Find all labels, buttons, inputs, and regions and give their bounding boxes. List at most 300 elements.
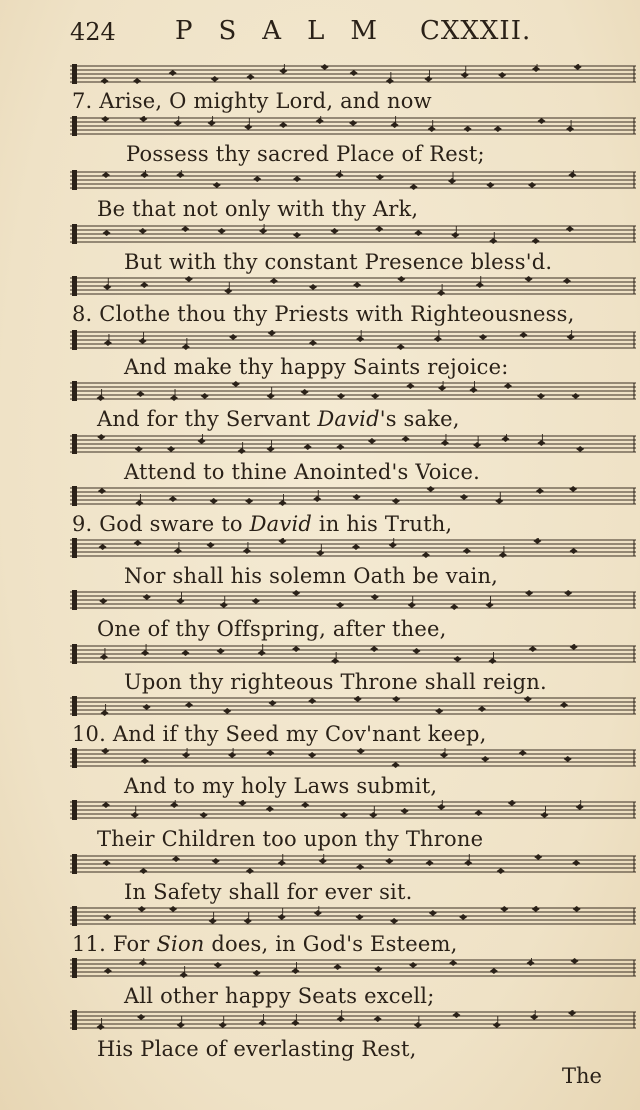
note-mark <box>99 598 107 604</box>
note-mark <box>370 646 378 652</box>
verse-line-start: 11. For <box>72 932 157 956</box>
note-mark <box>571 958 579 964</box>
note-mark <box>508 800 516 806</box>
note-mark <box>527 960 535 966</box>
note-mark <box>246 868 254 874</box>
verse-line: And make thy happy Saints rejoice: <box>124 355 509 379</box>
note-mark <box>413 648 421 654</box>
note-mark <box>409 962 417 968</box>
note-mark <box>210 498 218 504</box>
verse-line: One of thy Offspring, after thee, <box>97 617 447 641</box>
note-mark <box>534 854 542 860</box>
note-mark <box>207 542 215 548</box>
note-mark <box>429 910 437 916</box>
note-mark <box>301 802 309 808</box>
verse-line-end: does, in God's Esteem, <box>204 932 458 956</box>
note-mark <box>182 344 190 350</box>
note-mark <box>353 282 361 288</box>
music-staff <box>70 330 636 350</box>
music-staff <box>70 381 636 401</box>
note-mark <box>139 960 147 966</box>
clef-mark <box>72 748 77 768</box>
note-mark <box>525 590 533 596</box>
note-mark <box>564 590 572 596</box>
verse-line: 7. Arise, O mighty Lord, and now <box>72 89 432 113</box>
note-mark <box>538 118 546 124</box>
music-staff <box>70 276 636 296</box>
note-mark <box>291 968 299 974</box>
note-mark <box>131 812 139 818</box>
note-mark <box>525 276 533 282</box>
note-mark <box>533 538 541 544</box>
note-mark <box>214 962 222 968</box>
note-mark <box>134 540 142 546</box>
note-mark <box>174 548 182 554</box>
note-mark <box>335 172 343 178</box>
note-mark <box>334 964 342 970</box>
note-mark <box>140 172 148 178</box>
note-mark <box>279 500 287 506</box>
note-mark <box>200 812 208 818</box>
note-mark <box>440 752 448 758</box>
note-mark <box>278 914 286 920</box>
note-mark <box>266 750 274 756</box>
note-mark <box>504 383 512 389</box>
note-mark <box>572 393 580 399</box>
clef-mark <box>72 330 77 350</box>
staff-lines <box>70 170 636 190</box>
staff-lines <box>70 906 636 926</box>
verse-line: In Safety shall for ever sit. <box>124 880 413 904</box>
staff-lines <box>70 590 636 610</box>
note-mark <box>500 906 508 912</box>
verse-line <box>72 511 452 537</box>
note-mark <box>103 230 111 236</box>
note-mark <box>438 385 446 391</box>
music-staff <box>70 1010 636 1030</box>
note-mark <box>414 230 422 236</box>
note-mark <box>406 383 414 389</box>
verse-line: And to my holy Laws submit, <box>124 774 438 798</box>
note-mark <box>567 334 575 340</box>
music-staff <box>70 906 636 926</box>
note-mark <box>267 393 275 399</box>
note-mark <box>258 1020 266 1026</box>
staff-lines <box>70 486 636 506</box>
verse-line-end: 's sake, <box>379 407 460 431</box>
note-mark <box>141 650 149 656</box>
note-mark <box>141 758 149 764</box>
note-mark <box>569 486 577 492</box>
note-mark <box>212 858 220 864</box>
verse-line: Nor shall his solemn Oath be vain, <box>124 564 499 588</box>
note-mark <box>104 340 112 346</box>
note-mark <box>224 288 232 294</box>
note-mark <box>401 808 409 814</box>
running-title: PSALM <box>175 16 403 46</box>
note-mark <box>180 972 188 978</box>
note-mark <box>314 910 322 916</box>
note-mark <box>176 598 184 604</box>
note-mark <box>101 710 109 716</box>
music-staff <box>70 116 636 136</box>
note-mark <box>209 918 217 924</box>
note-mark <box>540 812 548 818</box>
note-mark <box>169 906 177 912</box>
clef-mark <box>72 590 77 610</box>
note-mark <box>450 604 458 610</box>
music-staff <box>70 800 636 820</box>
note-mark <box>495 498 503 504</box>
note-mark <box>103 914 111 920</box>
note-mark <box>266 806 274 812</box>
clef-mark <box>72 486 77 506</box>
note-mark <box>103 860 111 866</box>
note-mark <box>520 332 528 338</box>
note-mark <box>238 800 246 806</box>
catchword: The <box>562 1064 602 1088</box>
note-mark <box>428 126 436 132</box>
clef-mark <box>72 170 77 190</box>
note-mark <box>350 70 358 76</box>
note-mark <box>103 284 111 290</box>
note-mark <box>374 1016 382 1022</box>
note-mark <box>354 696 362 702</box>
clef-mark <box>72 276 77 296</box>
note-mark <box>449 960 457 966</box>
note-mark <box>198 438 206 444</box>
note-mark <box>100 654 108 660</box>
note-mark <box>223 708 231 714</box>
note-mark <box>475 810 483 816</box>
verse-line: All other happy Seats excell; <box>124 984 435 1008</box>
note-mark <box>167 446 175 452</box>
chapter-number: CXXXII. <box>420 16 532 46</box>
note-mark <box>136 391 144 397</box>
note-mark <box>566 126 574 132</box>
note-mark <box>101 116 109 122</box>
note-mark <box>258 650 266 656</box>
note-mark <box>356 914 364 920</box>
note-mark <box>169 496 177 502</box>
note-mark <box>349 120 357 126</box>
note-mark <box>576 446 584 452</box>
note-mark <box>437 804 445 810</box>
note-mark <box>309 284 317 290</box>
note-mark <box>182 650 190 656</box>
note-mark <box>331 228 339 234</box>
note-mark <box>408 602 416 608</box>
verse-line: But with thy constant Presence bless'd. <box>124 250 553 274</box>
note-mark <box>486 182 494 188</box>
note-mark <box>476 282 484 288</box>
note-mark <box>308 752 316 758</box>
note-mark <box>176 172 184 178</box>
note-mark <box>490 968 498 974</box>
note-mark <box>481 756 489 762</box>
note-mark <box>139 868 147 874</box>
note-mark <box>97 1024 105 1030</box>
note-mark <box>269 700 277 706</box>
note-mark <box>220 602 228 608</box>
note-mark <box>560 702 568 708</box>
note-mark <box>368 438 376 444</box>
note-mark <box>139 338 147 344</box>
note-mark <box>375 226 383 232</box>
staff-lines <box>70 381 636 401</box>
note-mark <box>564 756 572 762</box>
note-mark <box>99 544 107 550</box>
note-mark <box>101 78 109 84</box>
clef-mark <box>72 116 77 136</box>
note-mark <box>137 1014 145 1020</box>
note-mark <box>140 282 148 288</box>
note-mark <box>385 858 393 864</box>
note-mark <box>304 444 312 450</box>
clef-mark <box>72 434 77 454</box>
music-staff <box>70 170 636 190</box>
verse-line: Upon thy righteous Throne shall reign. <box>124 670 547 694</box>
note-mark <box>291 1020 299 1026</box>
note-mark <box>391 122 399 128</box>
note-mark <box>253 176 261 182</box>
verse-line: Attend to thine Anointed's Voice. <box>124 460 480 484</box>
note-mark <box>253 970 261 976</box>
note-mark <box>268 330 276 336</box>
note-mark <box>133 78 141 84</box>
note-mark <box>529 646 537 652</box>
note-mark <box>536 488 544 494</box>
note-mark <box>397 276 405 282</box>
note-mark <box>410 184 418 190</box>
note-mark <box>478 706 486 712</box>
note-mark <box>182 752 190 758</box>
note-mark <box>576 804 584 810</box>
note-mark <box>181 226 189 232</box>
note-mark <box>459 914 467 920</box>
note-mark <box>172 856 180 862</box>
music-staff <box>70 434 636 454</box>
note-mark <box>357 748 365 754</box>
proper-name: David <box>249 512 313 536</box>
staff-lines <box>70 854 636 874</box>
music-staff <box>70 644 636 664</box>
music-staff <box>70 748 636 768</box>
clef-mark <box>72 644 77 664</box>
note-mark <box>102 802 110 808</box>
note-mark <box>376 174 384 180</box>
note-mark <box>201 393 209 399</box>
clef-mark <box>72 800 77 820</box>
note-mark <box>169 70 177 76</box>
staff-lines <box>70 538 636 558</box>
note-mark <box>494 126 502 132</box>
clef-mark <box>72 854 77 874</box>
music-staff <box>70 854 636 874</box>
note-mark <box>424 76 432 82</box>
clef-mark <box>72 381 77 401</box>
note-mark <box>568 172 576 178</box>
note-mark <box>422 552 430 558</box>
note-mark <box>170 802 178 808</box>
note-mark <box>301 389 309 395</box>
note-mark <box>434 336 442 342</box>
verse-line-start: And for thy Servant <box>97 407 318 431</box>
note-mark <box>402 436 410 442</box>
note-mark <box>135 446 143 452</box>
music-staff <box>70 64 636 84</box>
note-mark <box>219 1022 227 1028</box>
note-mark <box>486 602 494 608</box>
note-mark <box>369 812 377 818</box>
note-mark <box>532 906 540 912</box>
note-mark <box>352 544 360 550</box>
note-mark <box>461 72 469 78</box>
note-mark <box>337 393 345 399</box>
note-mark <box>135 500 143 506</box>
proper-name: Sion <box>156 932 205 956</box>
note-mark <box>279 122 287 128</box>
verse-line-end: in his Truth, <box>312 512 453 536</box>
note-mark <box>309 340 317 346</box>
note-mark <box>336 602 344 608</box>
note-mark <box>97 434 105 440</box>
note-mark <box>371 594 379 600</box>
music-staff <box>70 224 636 244</box>
note-mark <box>374 966 382 972</box>
note-mark <box>340 812 348 818</box>
note-mark <box>337 1016 345 1022</box>
note-mark <box>293 176 301 182</box>
note-mark <box>292 646 300 652</box>
note-mark <box>469 387 477 393</box>
music-staff <box>70 538 636 558</box>
note-mark <box>238 448 246 454</box>
verse-line: 10. And if thy Seed my Cov'nant keep, <box>72 722 487 746</box>
music-staff <box>70 486 636 506</box>
note-mark <box>464 860 472 866</box>
note-mark <box>530 1014 538 1020</box>
staff-lines <box>70 1010 636 1030</box>
staff-lines <box>70 276 636 296</box>
note-mark <box>479 334 487 340</box>
note-mark <box>519 750 527 756</box>
note-mark <box>102 172 110 178</box>
note-mark <box>448 178 456 184</box>
note-mark <box>177 1022 185 1028</box>
staff-lines <box>70 224 636 244</box>
note-mark <box>452 1012 460 1018</box>
note-mark <box>270 278 278 284</box>
note-mark <box>435 708 443 714</box>
page-header <box>0 14 640 54</box>
staff-lines <box>70 644 636 664</box>
note-mark <box>392 762 400 768</box>
note-mark <box>217 648 225 654</box>
note-mark <box>501 436 509 442</box>
staff-lines <box>70 748 636 768</box>
verse-line: Their Children too upon thy Throne <box>97 827 484 851</box>
note-mark <box>278 538 286 544</box>
note-mark <box>489 238 497 244</box>
clef-mark <box>72 696 77 716</box>
note-mark <box>174 120 182 126</box>
note-mark <box>572 860 580 866</box>
note-mark <box>97 395 105 401</box>
note-mark <box>392 498 400 504</box>
note-mark <box>493 1022 501 1028</box>
note-mark <box>213 182 221 188</box>
note-mark <box>331 658 339 664</box>
note-mark <box>566 226 574 232</box>
note-mark <box>104 968 112 974</box>
verse-line <box>97 406 460 432</box>
note-mark <box>392 696 400 702</box>
note-mark <box>497 868 505 874</box>
verse-line: His Place of everlasting Rest, <box>97 1037 417 1061</box>
note-mark <box>308 698 316 704</box>
note-mark <box>313 496 321 502</box>
note-mark <box>101 748 109 754</box>
note-mark <box>488 658 496 664</box>
note-mark <box>464 126 472 132</box>
note-mark <box>252 598 260 604</box>
page-number: 424 <box>70 18 116 46</box>
note-mark <box>319 858 327 864</box>
note-mark <box>356 336 364 342</box>
note-mark <box>244 918 252 924</box>
note-mark <box>353 494 361 500</box>
note-mark <box>279 68 287 74</box>
note-mark <box>451 232 459 238</box>
note-mark <box>278 860 286 866</box>
proper-name: David <box>317 407 380 431</box>
note-mark <box>473 442 481 448</box>
note-mark <box>316 118 324 124</box>
note-mark <box>532 66 540 72</box>
note-mark <box>267 446 275 452</box>
note-mark <box>414 1022 422 1028</box>
clef-mark <box>72 64 77 84</box>
note-mark <box>143 594 151 600</box>
music-staff <box>70 590 636 610</box>
note-mark <box>532 238 540 244</box>
note-mark <box>139 228 147 234</box>
music-staff <box>70 958 636 978</box>
note-mark <box>453 656 461 662</box>
clef-mark <box>72 906 77 926</box>
verse-line: Possess thy sacred Place of Rest; <box>126 142 485 166</box>
note-mark <box>528 182 536 188</box>
note-mark <box>292 590 300 596</box>
staff-lines <box>70 434 636 454</box>
note-mark <box>397 344 405 350</box>
note-mark <box>524 696 532 702</box>
staff-lines <box>70 64 636 84</box>
verse-line-start: 9. God sware to <box>72 512 250 536</box>
note-mark <box>244 124 252 130</box>
note-mark <box>437 290 445 296</box>
note-mark <box>143 704 151 710</box>
note-mark <box>218 228 226 234</box>
note-mark <box>293 232 301 238</box>
note-mark <box>336 444 344 450</box>
staff-lines <box>70 696 636 716</box>
note-mark <box>316 550 324 556</box>
note-mark <box>98 488 106 494</box>
note-mark <box>537 393 545 399</box>
note-mark <box>321 64 329 70</box>
